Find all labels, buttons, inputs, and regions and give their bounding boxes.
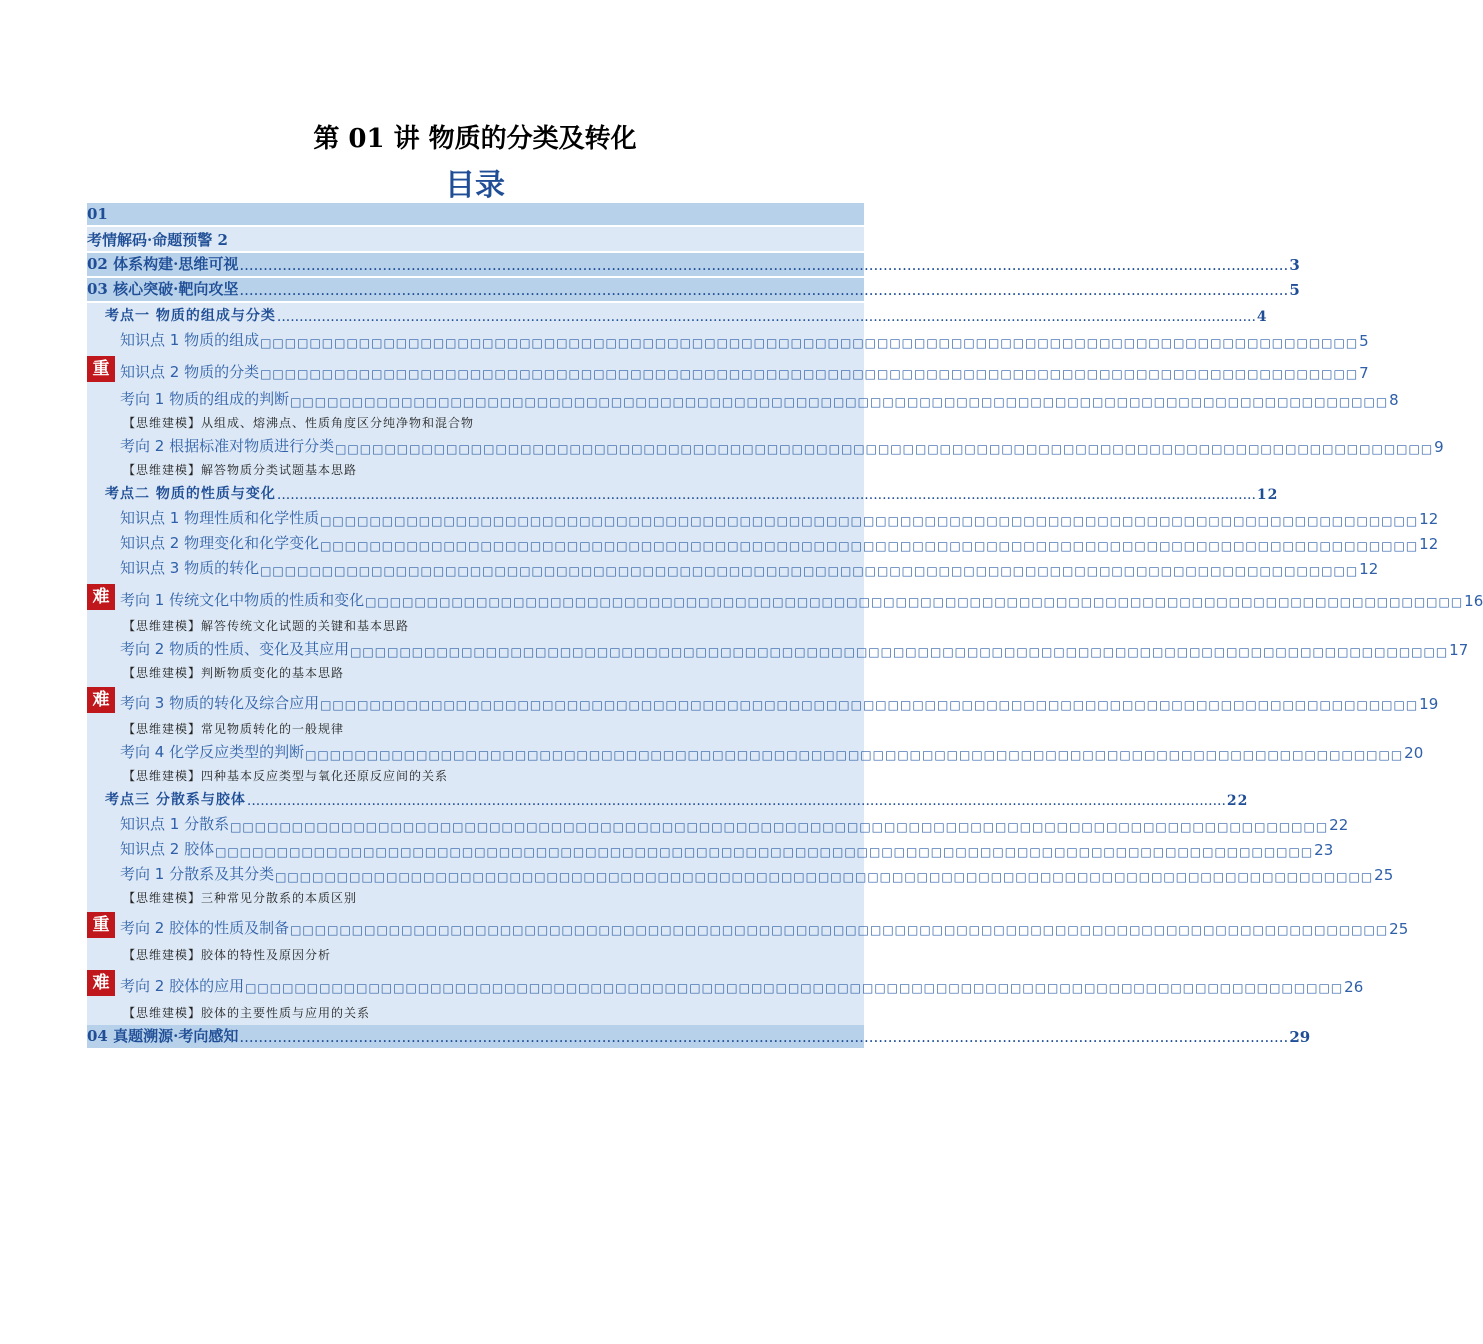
toc-section-02[interactable]	[87, 253, 1300, 276]
toc-page-number: 5	[1289, 281, 1300, 299]
toc-page-number: 17	[1449, 641, 1469, 659]
toc-leader: ............................................................................................................................................................................................................................	[276, 487, 1256, 503]
toc-page-number: 8	[1389, 391, 1399, 409]
toc-note-label: 【思维建模】解答物质分类试题基本思路	[123, 463, 358, 477]
toc-entry-label: 知识点 1 物理性质和化学性质	[120, 509, 320, 527]
toc-page-number: 5	[1359, 332, 1369, 350]
toc-model-note	[87, 459, 864, 481]
toc-entry[interactable]	[87, 387, 1399, 412]
toc-model-note	[87, 615, 864, 637]
toc-exam-point[interactable]	[87, 481, 1279, 506]
toc-note-label: 【思维建模】从组成、熔沸点、性质角度区分纯净物和混合物	[123, 416, 475, 430]
toc-entry[interactable]	[87, 353, 1369, 387]
toc-leader: ............................................................................................................................................................................................................................	[239, 256, 1289, 274]
toc-page-number: 12	[1359, 560, 1379, 578]
toc-entry[interactable]	[87, 637, 1469, 662]
toc-note-label: 【思维建模】三种常见分散系的本质区别	[123, 891, 358, 905]
toc-model-note	[87, 1001, 864, 1025]
toc-entry[interactable]	[87, 967, 1364, 1001]
toc-section-label: 04 真题溯源·考向感知	[87, 1027, 239, 1045]
toc-page-number: 20	[1404, 744, 1424, 762]
toc-entry[interactable]	[87, 812, 1349, 837]
toc-entry-label: 考向 2 胶体的应用	[120, 977, 245, 995]
toc-page-number: 19	[1419, 695, 1439, 713]
toc-section-number: 01	[87, 205, 108, 223]
toc-leader: □□□□□□□□□□□□□□□□□□□□□□□□□□□□□□□□□□□□□□□□□□□□□□□□□□□□□□□□□□□□□□□□□□□□□□□□□□□□□□□□□□□□□□□□□	[245, 981, 1344, 995]
difficult-point-badge: 难	[87, 584, 115, 610]
toc-page-number: 25	[1389, 920, 1409, 938]
toc-entry[interactable]	[87, 506, 1439, 531]
toc-section-03[interactable]	[87, 278, 1300, 301]
toc-leader: □□□□□□□□□□□□□□□□□□□□□□□□□□□□□□□□□□□□□□□□□□□□□□□□□□□□□□□□□□□□□□□□□□□□□□□□□□□□□□□□□□□□□□□□□	[365, 595, 1464, 609]
toc-section-01[interactable]	[87, 203, 864, 251]
toc-section-label: 02 体系构建·思维可视	[87, 255, 239, 273]
toc-entry-label: 知识点 3 物质的转化	[120, 559, 260, 577]
toc-leader: □□□□□□□□□□□□□□□□□□□□□□□□□□□□□□□□□□□□□□□□□□□□□□□□□□□□□□□□□□□□□□□□□□□□□□□□□□□□□□□□□□□□□□□□□	[290, 395, 1389, 409]
toc-leader: □□□□□□□□□□□□□□□□□□□□□□□□□□□□□□□□□□□□□□□□□□□□□□□□□□□□□□□□□□□□□□□□□□□□□□□□□□□□□□□□□□□□□□□□□	[275, 870, 1374, 884]
toc-entry-label: 知识点 1 分散系	[120, 815, 230, 833]
toc-exam-point[interactable]	[87, 787, 1249, 812]
toc-leader: ............................................................................................................................................................................................................................	[276, 309, 1256, 325]
toc-entry[interactable]	[87, 837, 1334, 862]
toc-entry-label: 知识点 2 物质的分类	[120, 363, 260, 381]
toc-page-number: 9	[1434, 438, 1444, 456]
table-of-contents	[87, 203, 1483, 1050]
toc-entry[interactable]	[87, 556, 1379, 581]
toc-leader: □□□□□□□□□□□□□□□□□□□□□□□□□□□□□□□□□□□□□□□□□□□□□□□□□□□□□□□□□□□□□□□□□□□□□□□□□□□□□□□□□□□□□□□□□	[320, 698, 1419, 712]
toc-leader: □□□□□□□□□□□□□□□□□□□□□□□□□□□□□□□□□□□□□□□□□□□□□□□□□□□□□□□□□□□□□□□□□□□□□□□□□□□□□□□□□□□□□□□□□	[215, 845, 1314, 859]
toc-entry-label: 考向 4 化学反应类型的判断	[120, 743, 305, 761]
toc-exam-point[interactable]	[87, 303, 1268, 328]
toc-entry[interactable]	[87, 434, 1444, 459]
toc-leader: □□□□□□□□□□□□□□□□□□□□□□□□□□□□□□□□□□□□□□□□□□□□□□□□□□□□□□□□□□□□□□□□□□□□□□□□□□□□□□□□□□□□□□□□□	[290, 923, 1389, 937]
toc-page-number: 23	[1314, 841, 1334, 859]
toc-note-label: 【思维建模】胶体的特性及原因分析	[123, 948, 332, 962]
toc-model-note	[87, 718, 864, 740]
toc-note-label: 【思维建模】判断物质变化的基本思路	[123, 666, 345, 680]
toc-page-number: 12	[1419, 510, 1439, 528]
toc-leader: ............................................................................................................................................................................................................................	[246, 793, 1226, 809]
toc-leader: ............................................................................................................................................................................................................................	[239, 1028, 1289, 1046]
toc-page-number: 22	[1226, 793, 1249, 809]
toc-page-number: 7	[1359, 364, 1369, 382]
toc-leader: □□□□□□□□□□□□□□□□□□□□□□□□□□□□□□□□□□□□□□□□□□□□□□□□□□□□□□□□□□□□□□□□□□□□□□□□□□□□□□□□□□□□□□□□□	[320, 539, 1419, 553]
toc-entry[interactable]	[87, 684, 1439, 718]
toc-entry-label: 考向 2 物质的性质、变化及其应用	[120, 640, 350, 658]
toc-page-number: 12	[1256, 487, 1279, 503]
key-point-badge: 重	[87, 356, 115, 382]
toc-entry-label: 考向 1 分散系及其分类	[120, 865, 275, 883]
toc-model-note	[87, 887, 864, 909]
toc-page-number: 22	[1329, 816, 1349, 834]
toc-section-label: 03 核心突破·靶向攻坚	[87, 280, 239, 298]
toc-entry[interactable]	[87, 531, 1439, 556]
toc-entry[interactable]	[87, 740, 1424, 765]
toc-entry[interactable]	[87, 581, 1483, 615]
toc-entry[interactable]	[87, 328, 1369, 353]
toc-note-label: 【思维建模】解答传统文化试题的关键和基本思路	[123, 619, 410, 633]
toc-entry-label: 考向 3 物质的转化及综合应用	[120, 694, 320, 712]
toc-model-note	[87, 662, 864, 684]
toc-heading: 目录	[445, 168, 505, 203]
toc-section-04[interactable]	[87, 1025, 1311, 1048]
toc-entry-label: 考向 1 传统文化中物质的性质和变化	[120, 591, 365, 609]
toc-exam-point-label: 考点三 分散系与胶体	[105, 792, 246, 808]
toc-note-label: 【思维建模】四种基本反应类型与氧化还原反应间的关系	[123, 769, 449, 783]
toc-page-number: 12	[1419, 535, 1439, 553]
toc-leader: □□□□□□□□□□□□□□□□□□□□□□□□□□□□□□□□□□□□□□□□□□□□□□□□□□□□□□□□□□□□□□□□□□□□□□□□□□□□□□□□□□□□□□□□□	[320, 514, 1419, 528]
toc-leader: □□□□□□□□□□□□□□□□□□□□□□□□□□□□□□□□□□□□□□□□□□□□□□□□□□□□□□□□□□□□□□□□□□□□□□□□□□□□□□□□□□□□□□□□□	[350, 645, 1449, 659]
toc-exam-point-label: 考点二 物质的性质与变化	[105, 486, 276, 502]
document-title: 第 01 讲 物质的分类及转化	[313, 124, 637, 154]
toc-leader: □□□□□□□□□□□□□□□□□□□□□□□□□□□□□□□□□□□□□□□□□□□□□□□□□□□□□□□□□□□□□□□□□□□□□□□□□□□□□□□□□□□□□□□□□	[335, 442, 1434, 456]
toc-note-label: 【思维建模】常见物质转化的一般规律	[123, 722, 345, 736]
toc-page-number: 25	[1374, 866, 1394, 884]
key-point-badge: 重	[87, 912, 115, 938]
toc-model-note	[87, 412, 864, 434]
toc-exam-point-label: 考点一 物质的组成与分类	[105, 308, 276, 324]
toc-section-label: 考情解码·命题预警 2	[87, 231, 228, 249]
difficult-point-badge: 难	[87, 970, 115, 996]
toc-leader: □□□□□□□□□□□□□□□□□□□□□□□□□□□□□□□□□□□□□□□□□□□□□□□□□□□□□□□□□□□□□□□□□□□□□□□□□□□□□□□□□□□□□□□□□	[260, 367, 1359, 381]
toc-entry-label: 考向 2 胶体的性质及制备	[120, 919, 290, 937]
toc-entry-label: 考向 2 根据标准对物质进行分类	[120, 437, 335, 455]
toc-page-number: 26	[1344, 978, 1364, 996]
toc-entry-label: 知识点 2 胶体	[120, 840, 215, 858]
difficult-point-badge: 难	[87, 687, 115, 713]
toc-leader: □□□□□□□□□□□□□□□□□□□□□□□□□□□□□□□□□□□□□□□□□□□□□□□□□□□□□□□□□□□□□□□□□□□□□□□□□□□□□□□□□□□□□□□□□	[230, 820, 1329, 834]
toc-entry-label: 知识点 2 物理变化和化学变化	[120, 534, 320, 552]
toc-page-number: 3	[1289, 256, 1300, 274]
toc-note-label: 【思维建模】胶体的主要性质与应用的关系	[123, 1006, 371, 1020]
toc-leader: □□□□□□□□□□□□□□□□□□□□□□□□□□□□□□□□□□□□□□□□□□□□□□□□□□□□□□□□□□□□□□□□□□□□□□□□□□□□□□□□□□□□□□□□□	[260, 564, 1359, 578]
toc-leader: ............................................................................................................................................................................................................................	[239, 281, 1289, 299]
toc-page-number: 29	[1289, 1028, 1311, 1046]
toc-model-note	[87, 765, 864, 787]
toc-page-number: 16	[1464, 592, 1483, 610]
toc-model-note	[87, 943, 864, 967]
toc-entry[interactable]	[87, 862, 1394, 887]
toc-leader: □□□□□□□□□□□□□□□□□□□□□□□□□□□□□□□□□□□□□□□□□□□□□□□□□□□□□□□□□□□□□□□□□□□□□□□□□□□□□□□□□□□□□□□□□	[260, 336, 1359, 350]
toc-page-number: 4	[1256, 309, 1268, 325]
toc-leader: □□□□□□□□□□□□□□□□□□□□□□□□□□□□□□□□□□□□□□□□□□□□□□□□□□□□□□□□□□□□□□□□□□□□□□□□□□□□□□□□□□□□□□□□□	[305, 748, 1404, 762]
toc-entry-label: 知识点 1 物质的组成	[120, 331, 260, 349]
toc-entry[interactable]	[87, 909, 1409, 943]
toc-entry-label: 考向 1 物质的组成的判断	[120, 390, 290, 408]
